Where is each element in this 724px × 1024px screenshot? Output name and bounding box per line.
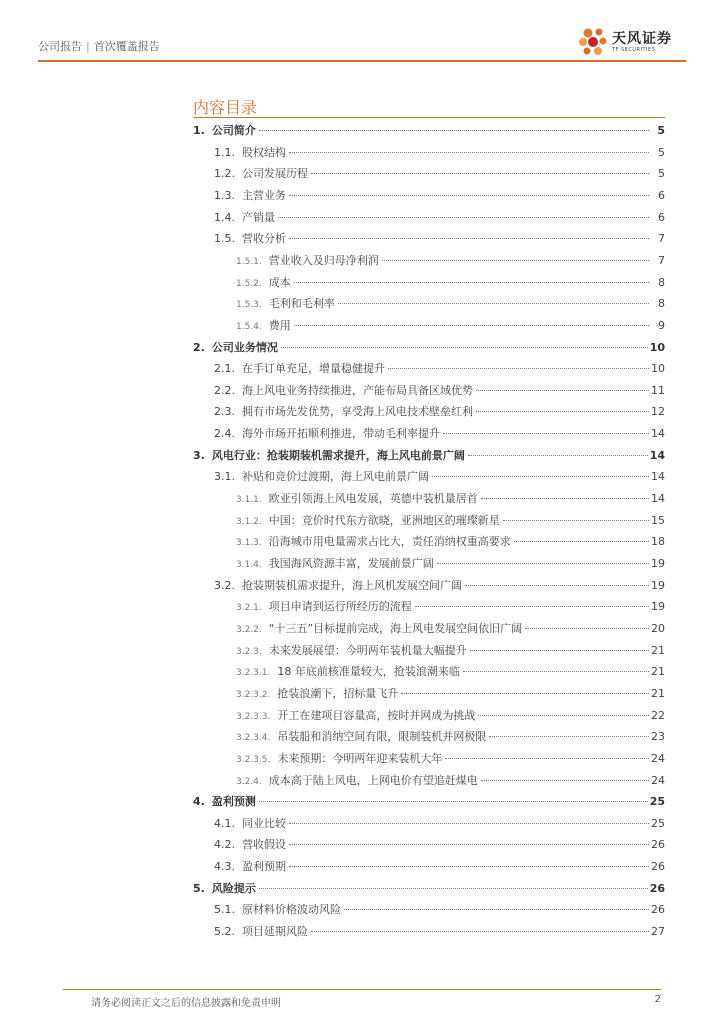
- footer-divider: [63, 989, 661, 990]
- toc-dot-leader: [514, 541, 649, 542]
- toc-dot-leader: [294, 325, 649, 326]
- toc-entry-page: 8: [658, 275, 665, 289]
- toc-entry-title: 公司发展历程: [242, 167, 308, 181]
- toc-entry[interactable]: [214, 858, 665, 874]
- company-logo: [578, 26, 672, 58]
- toc-dot-leader: [289, 866, 649, 867]
- toc-entry-page: 8: [658, 297, 665, 311]
- toc-entry-number: 3.1.2.: [236, 516, 262, 527]
- toc-dot-leader: [311, 173, 649, 174]
- toc-entry-number: 1.5.2.: [236, 278, 262, 289]
- toc-entry-number: 1.1.: [214, 145, 235, 159]
- toc-entry-title: 盈利预期: [242, 860, 286, 874]
- report-subtype: 首次覆盖报告: [93, 40, 160, 53]
- toc-entry-number: 4.2.: [214, 838, 235, 852]
- logo-name: 天风证券: [612, 30, 672, 47]
- toc-entry-title: 中国：竞价时代东方欲晓，亚洲地区的璀璨新星: [268, 513, 500, 527]
- toc-entry-title: 欧亚引领海上风电发展，英德中装机量居首: [268, 492, 478, 506]
- toc-entry-page: 25: [651, 816, 665, 830]
- toc-entry-number: 2.2.: [214, 383, 235, 397]
- toc-entry[interactable]: [236, 555, 665, 571]
- toc-entry[interactable]: [193, 122, 665, 138]
- toc-entry-page: 20: [651, 621, 665, 635]
- toc-dot-leader: [478, 715, 649, 716]
- toc-dot-leader: [289, 238, 649, 239]
- toc-entry-number: 1.5.3.: [236, 300, 262, 311]
- toc-entry-page: 26: [651, 860, 665, 874]
- toc-entry[interactable]: [214, 577, 665, 593]
- toc-entry-title: 股权结构: [242, 145, 286, 159]
- toc-entry[interactable]: [236, 274, 665, 290]
- toc-entry-number: 1.5.1.: [236, 256, 262, 267]
- toc-entry-number: 4.3.: [214, 860, 235, 874]
- toc-dot-leader: [278, 217, 649, 218]
- toc-entry-title: 成本高于陆上风电，上网电价有望追赶煤电: [268, 773, 478, 787]
- header-separator: |: [86, 40, 90, 53]
- toc-entry-title: 海外市场开拓顺利推进，带动毛利率提升: [242, 427, 440, 441]
- toc-entry-number: 1.4.: [214, 210, 235, 224]
- toc-entry-number: 4.1.: [214, 816, 235, 830]
- toc-dot-leader: [437, 563, 649, 564]
- toc-entry[interactable]: [236, 728, 665, 744]
- toc-entry-page: 27: [651, 925, 665, 939]
- toc-entry[interactable]: [193, 793, 665, 809]
- toc-dot-leader: [468, 455, 648, 456]
- toc-entry[interactable]: [214, 144, 665, 160]
- toc-entry-number: 3.2.4.: [236, 776, 262, 787]
- toc-dot-leader: [344, 909, 649, 910]
- toc-entry-title: 我国海风资源丰富，发展前景广阔: [268, 557, 434, 570]
- toc-dot-leader: [259, 130, 649, 131]
- toc-entry[interactable]: [236, 772, 665, 788]
- toc-entry[interactable]: [236, 252, 665, 268]
- toc-entry-number: 4.: [193, 795, 205, 809]
- toc-entry[interactable]: [214, 165, 665, 181]
- toc-dot-leader: [338, 303, 649, 304]
- toc-entry[interactable]: [236, 490, 665, 506]
- toc-entry-number: 1.5.4.: [236, 321, 262, 332]
- toc-entry-number: 1.5.: [214, 232, 235, 246]
- toc-entry[interactable]: [214, 836, 665, 852]
- toc-entry[interactable]: [214, 403, 665, 419]
- toc-entry[interactable]: [193, 447, 665, 463]
- toc-dot-leader: [432, 476, 649, 477]
- toc-entry-page: 25: [649, 795, 665, 809]
- toc-entry-title: 营业收入及归母净利润: [268, 253, 379, 267]
- report-type: 公司报告: [38, 40, 82, 53]
- toc-dot-leader: [503, 520, 649, 521]
- toc-dot-leader: [415, 606, 649, 607]
- report-header: [38, 38, 160, 54]
- toc-entry-page: 9: [658, 318, 665, 332]
- toc-entry[interactable]: [214, 901, 665, 917]
- toc-entry-number: 2.1.: [214, 362, 235, 376]
- toc-entry-title: 海上风电业务持续推进，产能布局具备区域优势: [242, 383, 473, 397]
- toc-entry-page: 14: [651, 470, 665, 484]
- toc-entry-number: 3.1.1.: [236, 495, 262, 506]
- toc-entry-page: 26: [651, 903, 665, 917]
- toc-entry[interactable]: [214, 382, 665, 398]
- toc-entry-page: 11: [651, 383, 665, 397]
- toc-dot-leader: [476, 390, 649, 391]
- toc-entry[interactable]: [214, 360, 665, 376]
- toc-dot-leader: [289, 152, 649, 153]
- toc-dot-leader: [481, 498, 649, 499]
- toc-entry-number: 3.1.3.: [236, 538, 262, 549]
- toc-entry-title: 补贴和竞价过渡期，海上风电前景广阔: [242, 470, 429, 484]
- toc-entry[interactable]: [214, 923, 665, 939]
- toc-entry[interactable]: [236, 295, 665, 311]
- toc-dot-leader: [259, 888, 648, 889]
- toc-entry[interactable]: [214, 468, 665, 484]
- toc-entry-number: 5.: [193, 881, 205, 895]
- toc-entry-page: 18: [651, 535, 665, 549]
- toc-entry[interactable]: [193, 880, 665, 896]
- toc-entry-page: 19: [651, 600, 665, 614]
- toc-entry[interactable]: [236, 750, 665, 766]
- toc-dot-leader: [382, 260, 649, 261]
- toc-entry-title: 营收假设: [242, 838, 286, 852]
- toc-dot-leader: [311, 931, 649, 932]
- toc-entry-title: 成本: [268, 275, 291, 289]
- toc-entry-page: 24: [651, 773, 665, 787]
- toc-entry-page: 26: [651, 838, 665, 852]
- toc-entry-number: 3.2.2.: [236, 624, 262, 635]
- toc-entry[interactable]: [214, 209, 665, 225]
- toc-entry-title: 公司简介: [211, 124, 256, 137]
- toc-entry-page: 21: [651, 643, 665, 657]
- toc-dot-leader: [401, 693, 649, 694]
- toc-dot-leader: [259, 801, 648, 802]
- toc-entry[interactable]: [236, 598, 665, 614]
- toc-entry-title: 未来预期：今明两年迎来装机大年: [277, 751, 443, 765]
- toc-dot-leader: [289, 195, 649, 196]
- toc-entry-page: 6: [658, 188, 665, 202]
- toc-entry-title: 风险提示: [211, 881, 256, 895]
- toc-entry[interactable]: [214, 187, 665, 203]
- toc-entry-number: 3.2.3.2.: [236, 689, 271, 700]
- toc-entry-number: 5.2.: [214, 925, 235, 939]
- toc-dot-leader: [388, 368, 649, 369]
- toc-dot-leader: [525, 628, 649, 629]
- toc-entry-page: 5: [657, 124, 665, 137]
- toc-entry-title: 未来发展展望：今明两年装机量大幅提升: [268, 643, 467, 657]
- toc-entry-number: 3.2.: [214, 578, 235, 592]
- toc-entry-number: 3.2.3.1.: [236, 668, 271, 679]
- toc-entry-number: 2.4.: [214, 427, 235, 441]
- toc-entry-title: 营收分析: [242, 232, 286, 246]
- toc-entry[interactable]: [236, 663, 665, 679]
- toc-entry-number: 3.2.1.: [236, 603, 262, 614]
- toc-entry[interactable]: [236, 642, 665, 658]
- toc-entry[interactable]: [236, 685, 665, 701]
- toc-entry[interactable]: [214, 425, 665, 441]
- toc-entry-title: 抢装期装机需求提升，海上风机发展空间广阔: [242, 578, 462, 592]
- toc-entry-title: 同业比较: [242, 816, 286, 830]
- toc-title-divider: [193, 117, 665, 118]
- toc-entry[interactable]: [236, 533, 665, 549]
- toc-entry-title: 抢装浪潮下，招标量飞升: [277, 686, 399, 700]
- toc-dot-leader: [289, 844, 649, 845]
- toc-entry-page: 21: [651, 665, 665, 679]
- toc-dot-leader: [463, 671, 649, 672]
- toc-entry-page: 19: [651, 578, 665, 592]
- toc-entry-number: 3.2.3.4.: [236, 733, 271, 744]
- toc-entry-page: 19: [651, 557, 665, 570]
- toc-entry-page: 21: [651, 686, 665, 700]
- toc-entry-number: 3.1.: [214, 470, 235, 484]
- toc-entry[interactable]: [236, 707, 665, 723]
- toc-entry-number: 3.2.3.5.: [236, 754, 271, 765]
- toc-entry-page: 14: [651, 427, 665, 441]
- toc-entry-page: 7: [658, 232, 665, 246]
- toc-dot-leader: [481, 780, 649, 781]
- toc-dot-leader: [443, 433, 649, 434]
- footer-disclaimer: 请务必阅读正文之后的信息披露和免责申明: [91, 998, 281, 1009]
- toc-entry-number: 2.: [193, 340, 205, 354]
- toc-entry-page: 22: [651, 708, 665, 722]
- toc-entry-page: 14: [649, 448, 665, 462]
- toc-entry-number: 2.3.: [214, 405, 235, 419]
- toc-entry-page: 24: [651, 751, 665, 765]
- toc-entry-page: 26: [649, 881, 665, 895]
- toc-entry-page: 5: [658, 145, 665, 159]
- header-divider: [38, 60, 686, 62]
- toc-entry-title: 原材料价格波动风险: [242, 903, 341, 917]
- toc-dot-leader: [489, 736, 649, 737]
- toc-entry-title: 盈利预测: [211, 795, 256, 809]
- toc-entry-title: 公司业务情况: [211, 340, 278, 354]
- toc-entry-title: 在手订单充足，增量稳健提升: [242, 362, 385, 376]
- toc-entry-title: 风电行业：抢装期装机需求提升，海上风电前景广阔: [211, 448, 465, 462]
- toc-entry-number: 1.2.: [214, 167, 235, 181]
- toc-entry[interactable]: [236, 620, 665, 636]
- page-number: 2: [654, 994, 661, 1005]
- toc-entry[interactable]: [214, 815, 665, 831]
- toc-entry-title: 拥有市场先发优势，享受海上风电技术壁垒红利: [242, 405, 473, 419]
- logo-subtitle: TF SECURITIES: [612, 46, 656, 53]
- toc-dot-leader: [445, 758, 649, 759]
- toc-entry-number: 5.1.: [214, 903, 235, 917]
- toc-entry-number: 3.2.3.3.: [236, 711, 271, 722]
- toc-entry-number: 1.3.: [214, 188, 235, 202]
- toc-dot-leader: [470, 650, 649, 651]
- toc-entry-title: 18 年底前核准量较大，抢装浪潮来临: [277, 665, 460, 679]
- toc-entry[interactable]: [236, 317, 665, 333]
- toc-entry[interactable]: [236, 512, 665, 528]
- toc-entry-title: 开工在建项目容量高，按时并网成为挑战: [277, 708, 476, 722]
- toc-entry-page: 23: [651, 730, 665, 744]
- toc-entry-page: 7: [658, 253, 665, 267]
- toc-dot-leader: [281, 347, 648, 348]
- toc-entry-title: 费用: [268, 318, 291, 332]
- toc-entry-title: 项目延期风险: [242, 925, 308, 939]
- toc-entry-title: “十三五”目标提前完成，海上风电发展空间依旧广阔: [268, 621, 523, 635]
- toc-entry-page: 6: [658, 210, 665, 224]
- toc-entry-page: 10: [651, 362, 665, 376]
- toc-entry-page: 14: [651, 492, 665, 506]
- toc-entry-page: 10: [649, 340, 665, 354]
- toc-dot-leader: [476, 411, 649, 412]
- toc-entry-number: 3.1.4.: [236, 560, 262, 570]
- toc-title: 内容目录: [193, 98, 258, 117]
- toc-entry-title: 项目申请到运行所经历的流程: [268, 600, 412, 614]
- toc-dot-leader: [294, 282, 649, 283]
- toc-entry[interactable]: [193, 339, 665, 355]
- toc-dot-leader: [465, 585, 649, 586]
- toc-entry-number: 3.: [193, 448, 205, 462]
- flower-logo-icon: [578, 26, 608, 58]
- toc-entry-title: 产销量: [242, 210, 275, 224]
- toc-entry-title: 沿海城市用电量需求占比大，责任消纳权重高要求: [268, 535, 511, 549]
- toc-entry-title: 吊装船和消纳空间有限，限制装机并网极限: [277, 730, 487, 744]
- toc-entry-page: 5: [658, 167, 665, 181]
- toc-entry-title: 主营业务: [242, 188, 286, 202]
- toc-entry[interactable]: [214, 230, 665, 246]
- toc-entry-page: 15: [651, 513, 665, 527]
- toc-dot-leader: [289, 823, 649, 824]
- toc-entry-page: 12: [651, 405, 665, 419]
- toc-entry-number: 3.2.3.: [236, 646, 262, 657]
- toc-entry-number: 1.: [193, 124, 205, 137]
- toc-entry-title: 毛利和毛利率: [268, 297, 335, 311]
